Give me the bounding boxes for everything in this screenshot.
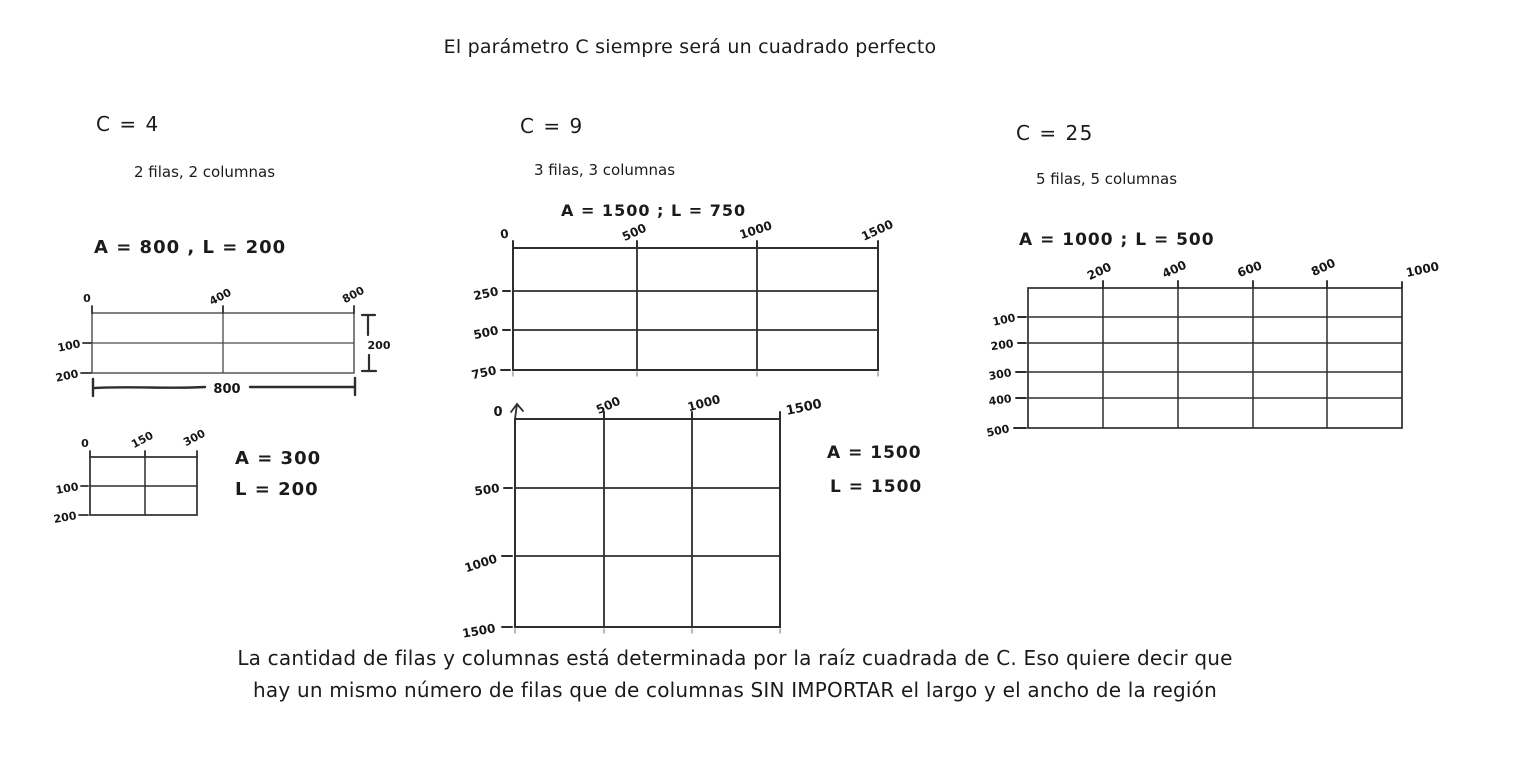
x-tick-label: 800 [340, 283, 367, 307]
x-tick-label: 0 [83, 292, 91, 305]
grid-lines [1028, 288, 1402, 428]
width-dimension-label: 800 [213, 382, 241, 397]
section-c25-label: C = 25 [1016, 121, 1094, 145]
grid-lines [90, 457, 197, 515]
x-tick-label: 1500 [859, 216, 896, 244]
grid-sketch-1500x750 [455, 216, 930, 392]
x-tick-label: 200 [1084, 259, 1114, 284]
y-tick-label: 200 [54, 367, 80, 385]
y-tick-label: 500 [472, 323, 500, 343]
grid-sketch-800x200 [54, 283, 405, 408]
x-tick-label: 500 [619, 220, 649, 245]
axis-ticks [502, 412, 780, 633]
x-tick-label: 1000 [686, 392, 722, 415]
x-tick-label: 0 [499, 226, 510, 242]
x-tick-label: 300 [181, 426, 208, 450]
section-c25-params: A = 1000 ; L = 500 [1019, 230, 1215, 250]
y-tick-label: 1000 [462, 551, 499, 576]
y-tick-label: 200 [52, 509, 78, 526]
x-tick-label: 500 [593, 393, 623, 418]
grid-sketch-300x200 [52, 418, 260, 533]
area-label-a300: A = 300 [235, 448, 322, 469]
y-tick-label: 750 [470, 363, 498, 383]
footer-note-line2: hay un mismo número de filas que de columnas SIN IMPORTAR el largo y el ancho de la región [253, 678, 1217, 702]
y-tick-label: 500 [985, 422, 1011, 440]
length-label-l1500: L = 1500 [830, 477, 923, 497]
x-tick-label: 800 [1308, 255, 1338, 280]
x-tick-label: 150 [129, 428, 156, 452]
length-label-l200: L = 200 [235, 479, 319, 500]
grid-lines [92, 313, 354, 373]
y-tick-label: 250 [472, 284, 500, 304]
grid-lines [513, 248, 878, 370]
origin-arrow-icon [511, 404, 523, 419]
area-label-a1500: A = 1500 [827, 443, 922, 463]
axis-ticks [1014, 281, 1402, 428]
grid-lines [515, 419, 780, 627]
x-tick-label: 600 [1235, 258, 1264, 281]
x-tick-label: 1500 [784, 396, 824, 419]
x-tick-label: 400 [1159, 257, 1189, 282]
height-dimension-label: 200 [367, 339, 391, 352]
axis-ticks [79, 451, 197, 515]
x-tick-label: 400 [207, 285, 234, 309]
y-tick-label: 100 [991, 311, 1017, 329]
y-tick-label: 300 [987, 366, 1013, 383]
grid-sketch-1500x1500 [450, 392, 825, 645]
page-title: El parámetro C siempre será un cuadrado perfecto [443, 36, 937, 58]
section-c9-label: C = 9 [520, 114, 584, 138]
y-tick-label: 400 [987, 392, 1013, 409]
grid-sketch-1000x500 [970, 256, 1485, 446]
x-tick-label: 1000 [1404, 259, 1441, 280]
y-tick-label: 200 [989, 337, 1015, 354]
section-c4-params: A = 800 , L = 200 [94, 237, 287, 258]
footer-note-line1: La cantidad de filas y columnas está determinada por la raíz cuadrada de C. Eso quiere decir que [237, 646, 1233, 670]
x-tick-label: 0 [493, 405, 503, 420]
section-c25-rows-cols: 5 filas, 5 columnas [1036, 170, 1178, 188]
x-tick-label: 0 [81, 437, 89, 450]
section-c4-rows-cols: 2 filas, 2 columnas [134, 163, 276, 181]
axis-ticks [81, 306, 354, 373]
x-tick-label: 1000 [737, 218, 774, 243]
section-c4-label: C = 4 [96, 112, 160, 136]
y-tick-label: 100 [56, 337, 82, 355]
section-c9-rows-cols: 3 filas, 3 columnas [534, 161, 676, 179]
y-tick-label: 1500 [461, 621, 497, 641]
y-tick-label: 100 [54, 480, 80, 497]
y-tick-label: 500 [473, 481, 501, 499]
section-c9-params: A = 1500 ; L = 750 [561, 201, 747, 220]
axis-ticks [501, 241, 878, 376]
